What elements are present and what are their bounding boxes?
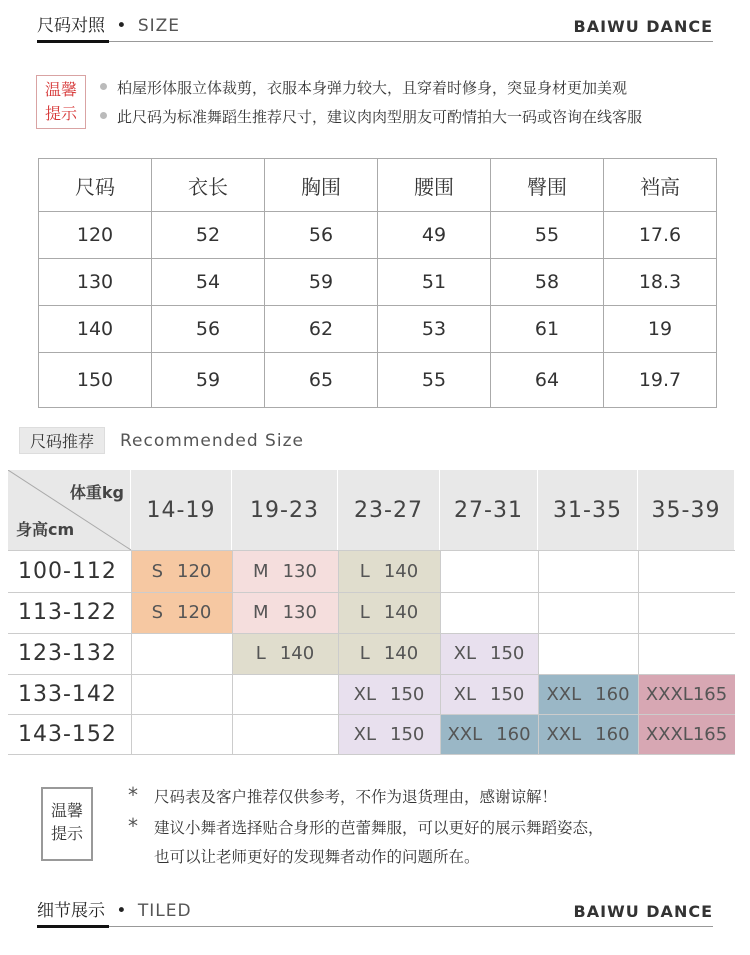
tip-note bbox=[100, 74, 642, 103]
weight-column-header: 27-31 bbox=[440, 470, 538, 550]
table-cell: 59 bbox=[265, 259, 378, 306]
table-row bbox=[39, 259, 717, 306]
size-letter: L bbox=[359, 560, 370, 582]
size-recommendation-cell bbox=[538, 714, 638, 755]
table-cell: 49 bbox=[378, 212, 491, 259]
size-recommendation-cell bbox=[232, 592, 338, 633]
table-cell: 56 bbox=[265, 212, 378, 259]
size-number: 150 bbox=[490, 683, 525, 705]
section-title bbox=[37, 896, 192, 921]
tip-note bbox=[128, 843, 604, 872]
grid-horizontal-line bbox=[8, 592, 735, 593]
grid-horizontal-line bbox=[8, 674, 735, 675]
size-number: 160 bbox=[595, 724, 630, 745]
tip-note-text: 建议小舞者选择贴合身形的芭蕾舞服，可以更好的展示舞蹈姿态， bbox=[154, 819, 604, 837]
grid-vertical-line bbox=[131, 550, 132, 755]
grid-vertical-line bbox=[440, 550, 441, 755]
tip-note bbox=[128, 812, 604, 843]
size-number: 140 bbox=[383, 560, 419, 582]
section-title-en: SIZE bbox=[137, 16, 181, 36]
title-separator: • bbox=[116, 901, 127, 921]
table-cell: 17.6 bbox=[604, 212, 717, 259]
tip-note bbox=[100, 103, 642, 132]
size-recommendation-cell bbox=[232, 633, 338, 674]
grid-vertical-line bbox=[338, 550, 339, 755]
tip-note-text: 也可以让老师更好的发现舞者动作的问题所在。 bbox=[154, 848, 480, 866]
table-cell: 140 bbox=[39, 306, 152, 353]
size-number: 150 bbox=[390, 724, 425, 745]
table-cell: 56 bbox=[152, 306, 265, 353]
bullet-dot bbox=[100, 83, 107, 90]
size-number: 120 bbox=[177, 560, 212, 582]
column-header: 衣长 bbox=[152, 159, 265, 212]
tip-label-line: 温馨 bbox=[50, 801, 83, 820]
grid-horizontal-line bbox=[8, 714, 735, 715]
tip-label-box bbox=[41, 787, 93, 861]
size-letter: XXXL165 bbox=[645, 724, 728, 745]
height-row-label: 113-122 bbox=[18, 600, 117, 625]
size-letter: M bbox=[253, 560, 269, 582]
weight-column-header: 35-39 bbox=[638, 470, 735, 550]
size-letter: XL bbox=[353, 724, 376, 745]
size-letter: M bbox=[253, 602, 269, 623]
size-recommendation-cell bbox=[131, 592, 232, 633]
asterisk-icon: * bbox=[128, 783, 138, 807]
column-header: 臀围 bbox=[491, 159, 604, 212]
table-cell: 19 bbox=[604, 306, 717, 353]
column-header: 胸围 bbox=[265, 159, 378, 212]
grid-horizontal-line bbox=[8, 633, 735, 634]
size-recommendation-cell bbox=[338, 633, 440, 674]
grid-horizontal-line bbox=[8, 550, 735, 551]
tip-label-line: 提示 bbox=[44, 104, 77, 123]
column-header: 尺码 bbox=[39, 159, 152, 212]
size-recommendation-cell bbox=[440, 674, 538, 714]
size-number: 140 bbox=[279, 643, 315, 664]
section-title-cn: 细节展示 bbox=[37, 901, 105, 921]
size-section-header bbox=[37, 2, 713, 42]
size-letter: L bbox=[359, 643, 370, 664]
tip-note bbox=[128, 781, 604, 812]
size-letter: XL bbox=[353, 683, 376, 705]
height-row-label: 133-142 bbox=[18, 681, 117, 707]
table-cell: 120 bbox=[39, 212, 152, 259]
table-cell: 55 bbox=[378, 353, 491, 408]
table-row bbox=[39, 212, 717, 259]
size-number: 130 bbox=[282, 602, 317, 623]
size-letter: XL bbox=[453, 643, 476, 664]
size-chart-table bbox=[38, 158, 717, 408]
table-cell: 64 bbox=[491, 353, 604, 408]
header-divider bbox=[37, 926, 713, 927]
tip-label-line: 提示 bbox=[50, 824, 83, 843]
weight-column-header: 19-23 bbox=[232, 470, 338, 550]
size-letter: S bbox=[151, 560, 164, 582]
size-letter: XL bbox=[453, 683, 476, 705]
size-number: 140 bbox=[383, 643, 419, 664]
header-accent-bar bbox=[37, 925, 109, 928]
table-cell: 58 bbox=[491, 259, 604, 306]
recommend-title: Recommended Size bbox=[120, 431, 304, 451]
table-cell: 59 bbox=[152, 353, 265, 408]
table-cell: 51 bbox=[378, 259, 491, 306]
tip-label-line: 温馨 bbox=[44, 80, 77, 99]
brand-name: BAIWU DANCE bbox=[573, 17, 713, 36]
size-recommendation-cell bbox=[538, 674, 638, 714]
section-title bbox=[37, 11, 180, 36]
size-number: 160 bbox=[595, 683, 630, 705]
weight-axis-label: 体重kg bbox=[69, 483, 124, 502]
weight-column-header: 23-27 bbox=[338, 470, 440, 550]
column-header: 裆高 bbox=[604, 159, 717, 212]
table-cell: 150 bbox=[39, 353, 152, 408]
bullet-dot bbox=[100, 112, 107, 119]
size-number: 140 bbox=[383, 602, 419, 623]
recommendation-grid bbox=[8, 470, 735, 755]
size-recommendation-cell bbox=[232, 550, 338, 592]
header-divider bbox=[37, 41, 713, 42]
tip-note-text: 柏屋形体服立体裁剪，衣服本身弹力较大，且穿着时修身，突显身材更加美观 bbox=[117, 79, 628, 97]
size-recommendation-cell bbox=[638, 714, 735, 755]
height-row-label: 123-132 bbox=[18, 641, 117, 666]
size-recommendation-cell bbox=[638, 674, 735, 714]
grid-vertical-line bbox=[232, 550, 233, 755]
section-title-en: TILED bbox=[137, 901, 192, 921]
weight-column-header: 31-35 bbox=[538, 470, 638, 550]
grid-horizontal-line bbox=[8, 754, 735, 755]
tip-label-box bbox=[36, 75, 86, 129]
height-row-label: 100-112 bbox=[18, 558, 117, 584]
size-letter: L bbox=[255, 643, 266, 664]
size-recommendation-cell bbox=[440, 714, 538, 755]
size-letter: XXL bbox=[447, 724, 483, 745]
tip-note-text: 此尺码为标准舞蹈生推荐尺寸，建议肉肉型朋友可酌情拍大一码或咨询在线客服 bbox=[117, 108, 643, 126]
size-number: 150 bbox=[490, 643, 525, 664]
size-recommendation-cell bbox=[131, 550, 232, 592]
detail-section-header bbox=[37, 887, 713, 927]
column-header: 腰围 bbox=[378, 159, 491, 212]
table-row bbox=[39, 306, 717, 353]
tip-notes bbox=[100, 74, 642, 132]
size-recommendation-cell bbox=[338, 592, 440, 633]
height-axis-label: 身高cm bbox=[16, 520, 75, 539]
table-cell: 54 bbox=[152, 259, 265, 306]
table-row bbox=[39, 353, 717, 408]
table-cell: 130 bbox=[39, 259, 152, 306]
tip-note-text: 尺码表及客户推荐仅供参考，不作为退货理由，感谢谅解！ bbox=[154, 788, 558, 806]
recommend-tag: 尺码推荐 bbox=[19, 427, 105, 454]
title-separator: • bbox=[116, 16, 127, 36]
size-number: 120 bbox=[177, 602, 212, 623]
corner-cell bbox=[8, 470, 131, 550]
height-row-label: 143-152 bbox=[18, 722, 117, 747]
size-recommendation-cell bbox=[338, 550, 440, 592]
size-letter: XXL bbox=[546, 724, 582, 745]
size-number: 160 bbox=[496, 724, 531, 745]
table-cell: 55 bbox=[491, 212, 604, 259]
weight-column-header: 14-19 bbox=[131, 470, 232, 550]
size-recommendation-cell bbox=[338, 714, 440, 755]
size-number: 130 bbox=[282, 560, 317, 582]
table-cell: 52 bbox=[152, 212, 265, 259]
table-cell: 61 bbox=[491, 306, 604, 353]
brand-name: BAIWU DANCE bbox=[573, 902, 713, 921]
tip-notes bbox=[128, 781, 604, 872]
size-letter: XXXL165 bbox=[645, 683, 728, 705]
grid-vertical-line bbox=[638, 550, 639, 755]
grid-vertical-line bbox=[538, 550, 539, 755]
table-cell: 62 bbox=[265, 306, 378, 353]
size-recommendation-cell bbox=[338, 674, 440, 714]
asterisk-icon: * bbox=[128, 814, 138, 838]
size-letter: S bbox=[151, 602, 164, 623]
table-cell: 18.3 bbox=[604, 259, 717, 306]
table-cell: 65 bbox=[265, 353, 378, 408]
size-number: 150 bbox=[390, 683, 425, 705]
header-accent-bar bbox=[37, 40, 109, 43]
table-cell: 19.7 bbox=[604, 353, 717, 408]
size-letter: L bbox=[359, 602, 370, 623]
table-cell: 53 bbox=[378, 306, 491, 353]
table-header-row bbox=[39, 159, 717, 212]
size-recommendation-cell bbox=[440, 633, 538, 674]
section-title-cn: 尺码对照 bbox=[37, 16, 105, 36]
size-letter: XXL bbox=[546, 683, 582, 705]
